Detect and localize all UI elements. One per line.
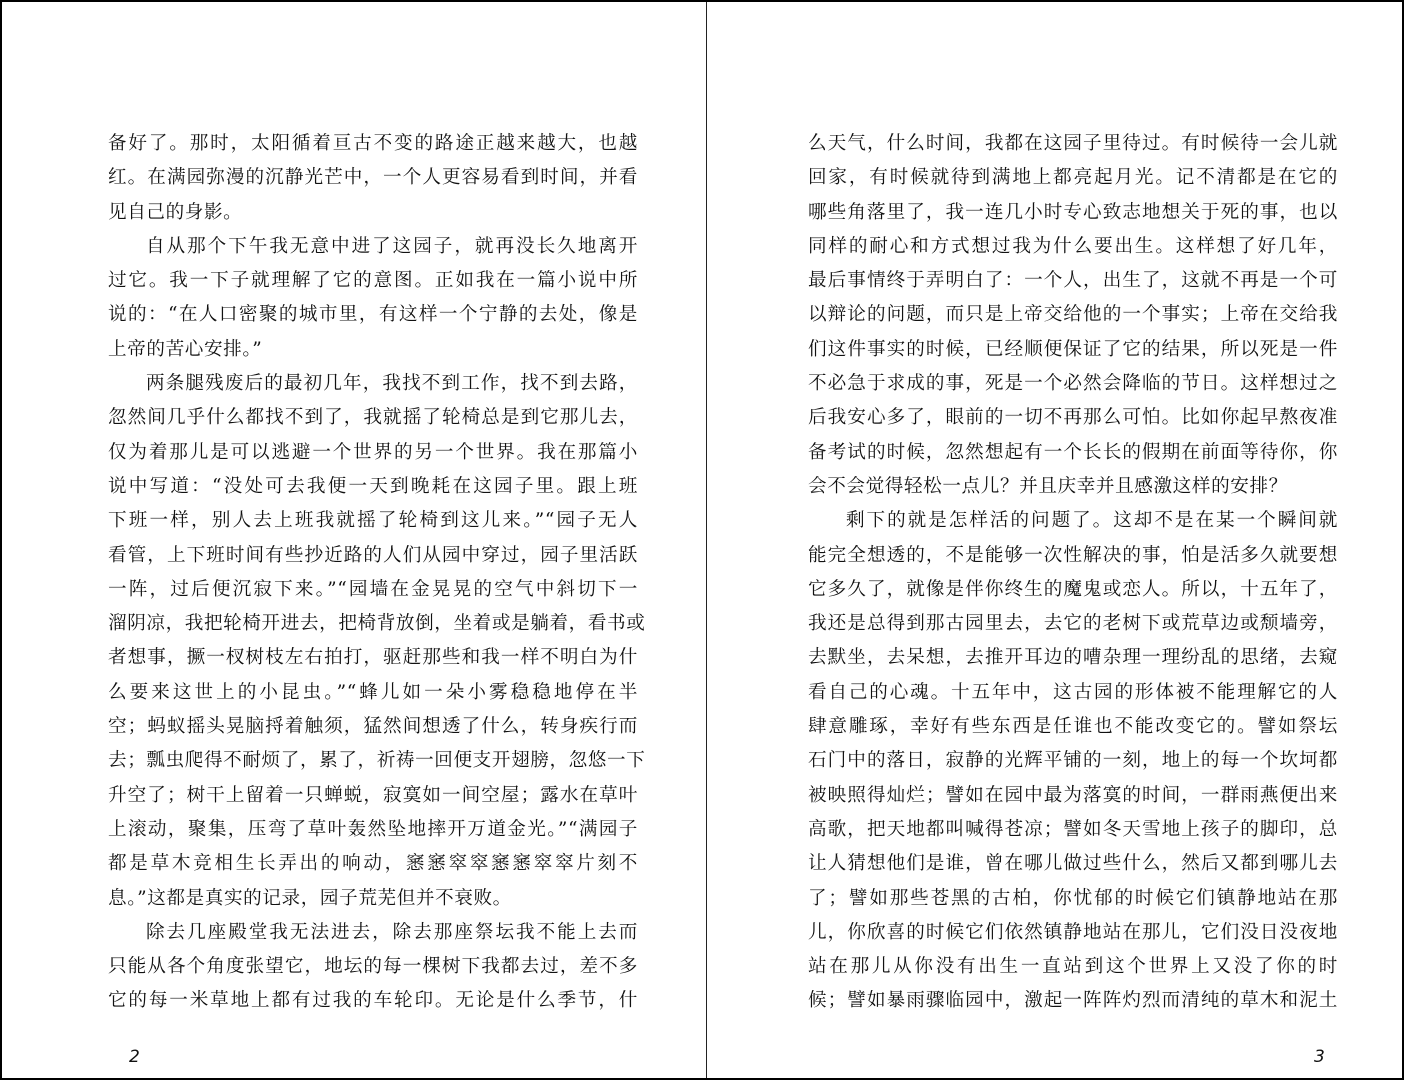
text-line: 不必急于求成的事，死是一个必然会降临的节日。这样想过之 bbox=[808, 373, 1338, 395]
text-line: 一阵，过后便沉寂下来。”“园墙在金晃晃的空气中斜切下一 bbox=[108, 578, 638, 600]
text-line: 肆意雕琢，幸好有些东西是任谁也不能改变它的。譬如祭坛 bbox=[808, 716, 1338, 738]
text-line: 只能从各个角度张望它，地坛的每一棵树下我都去过，差不多 bbox=[108, 956, 638, 978]
text-line: 备考试的时候，忽然想起有一个长长的假期在前面等待你，你 bbox=[808, 441, 1338, 463]
text-line: 它多久了，就像是伴你终生的魔鬼或恋人。所以，十五年了， bbox=[808, 578, 1338, 600]
text-line: 看自己的心魂。十五年中，这古园的形体被不能理解它的人 bbox=[808, 681, 1338, 703]
text-line: 备好了。那时，太阳循着亘古不变的路途正越来越大，也越 bbox=[108, 133, 638, 154]
text-line: 让人猜想他们是谁，曾在哪儿做过些什么，然后又都到哪儿去 bbox=[808, 853, 1338, 875]
text-line: 去；瓢虫爬得不耐烦了，累了，祈祷一回便支开翅膀，忽悠一下 bbox=[108, 750, 646, 772]
text-line: 下班一样，别人去上班我就摇了轮椅到这儿来。”“园子无人 bbox=[108, 510, 638, 532]
text-line: 剩下的就是怎样活的问题了。这却不是在某一个瞬间就 bbox=[846, 510, 1338, 532]
text-line: 红。在满园弥漫的沉静光芒中，一个人更容易看到时间，并看 bbox=[108, 167, 638, 189]
text-line: 溜阴凉，我把轮椅开进去，把椅背放倒，坐着或是躺着，看书或 bbox=[108, 613, 646, 635]
text-line: 见自己的身影。 bbox=[108, 201, 243, 223]
text-line: 站在那儿从你没有出生一直站到这个世界上又没了你的时 bbox=[808, 956, 1338, 978]
text-line: 回家，有时候就待到满地上都亮起月光。记不清都是在它的 bbox=[808, 167, 1338, 189]
text-line: 最后事情终于弄明白了：一个人，出生了，这就不再是一个可 bbox=[808, 270, 1338, 292]
text-line: 说中写道：“没处可去我便一天到晚耗在这园子里。跟上班 bbox=[108, 475, 638, 497]
page-gutter bbox=[706, 2, 707, 1078]
text-line: 两条腿残废后的最初几年，我找不到工作，找不到去路， bbox=[146, 373, 638, 395]
text-line: 儿，你欣喜的时候它们依然镇静地站在那儿，它们没日没夜地 bbox=[808, 921, 1338, 943]
text-line: 去默坐，去呆想，去推开耳边的嘈杂理一理纷乱的思绪，去窥 bbox=[808, 647, 1338, 669]
text-line: 者想事，撅一杈树枝左右拍打，驱赶那些和我一样不明白为什 bbox=[108, 647, 638, 669]
text-line: 么要来这世上的小昆虫。”“蜂儿如一朵小雾稳稳地停在半 bbox=[108, 681, 638, 703]
text-line: 我还是总得到那古园里去，去它的老树下或荒草边或颓墙旁， bbox=[808, 613, 1338, 635]
left-page-number: 2 bbox=[129, 1047, 140, 1067]
text-line: 升空了；树干上留着一只蝉蜕，寂寞如一间空屋；露水在草叶 bbox=[108, 784, 638, 806]
text-line: 它的每一米草地上都有过我的车轮印。无论是什么季节，什 bbox=[108, 990, 638, 1012]
text-line: 了；譬如那些苍黑的古柏，你忧郁的时候它们镇静地站在那 bbox=[808, 887, 1338, 909]
text-line: 哪些角落里了，我一连几小时专心致志地想关于死的事，也以 bbox=[808, 201, 1338, 223]
right-page-number: 3 bbox=[1314, 1047, 1325, 1067]
text-line: 上帝的苦心安排。” bbox=[108, 338, 263, 360]
text-line: 以辩论的问题，而只是上帝交给他的一个事实；上帝在交给我 bbox=[808, 304, 1338, 326]
text-line: 仅为着那儿是可以逃避一个世界的另一个世界。我在那篇小 bbox=[108, 441, 638, 463]
text-line: 看管，上下班时间有些抄近路的人们从园中穿过，园子里活跃 bbox=[108, 544, 638, 566]
text-line: 忽然间几乎什么都找不到了，我就摇了轮椅总是到它那儿去， bbox=[108, 407, 638, 429]
text-line: 们这件事实的时候，已经顺便保证了它的结果，所以死是一件 bbox=[808, 338, 1338, 360]
text-line: 除去几座殿堂我无法进去，除去那座祭坛我不能上去而 bbox=[146, 921, 638, 943]
text-line: 被映照得灿烂；譬如在园中最为落寞的时间，一群雨燕便出来 bbox=[808, 784, 1338, 806]
text-line: 上滚动，聚集，压弯了草叶轰然坠地摔开万道金光。”“满园子 bbox=[108, 818, 638, 840]
left-page-body bbox=[108, 127, 646, 1019]
text-line: 过它。我一下子就理解了它的意图。正如我在一篇小说中所 bbox=[108, 270, 638, 292]
text-line: 息。”这都是真实的记录，园子荒芜但并不衰败。 bbox=[108, 887, 512, 909]
text-line: 空；蚂蚁摇头晃脑捋着触须，猛然间想透了什么，转身疾行而 bbox=[108, 716, 638, 738]
right-page-body bbox=[808, 127, 1338, 1019]
text-line: 后我安心多了，眼前的一切不再那么可怕。比如你起早熬夜准 bbox=[808, 407, 1338, 429]
text-line: 会不会觉得轻松一点儿？并且庆幸并且感激这样的安排？ bbox=[808, 475, 1288, 497]
text-line: 同样的耐心和方式想过我为什么要出生。这样想了好几年， bbox=[808, 235, 1338, 257]
text-line: 石门中的落日，寂静的光辉平铺的一刻，地上的每一个坎坷都 bbox=[808, 750, 1338, 772]
text-line: 么天气，什么时间，我都在这园子里待过。有时候待一会儿就 bbox=[808, 133, 1338, 154]
text-line: 候；譬如暴雨骤临园中，激起一阵阵灼烈而清纯的草木和泥土 bbox=[808, 990, 1338, 1012]
text-line: 高歌，把天地都叫喊得苍凉；譬如冬天雪地上孩子的脚印，总 bbox=[808, 818, 1338, 840]
text-line: 说的：“在人口密聚的城市里，有这样一个宁静的去处，像是 bbox=[108, 304, 638, 326]
text-line: 都是草木竞相生长弄出的响动，窸窸窣窣窸窸窣窣片刻不 bbox=[108, 853, 638, 875]
text-line: 能完全想透的，不是能够一次性解决的事，怕是活多久就要想 bbox=[808, 544, 1338, 566]
text-line: 自从那个下午我无意中进了这园子，就再没长久地离开 bbox=[146, 235, 638, 257]
